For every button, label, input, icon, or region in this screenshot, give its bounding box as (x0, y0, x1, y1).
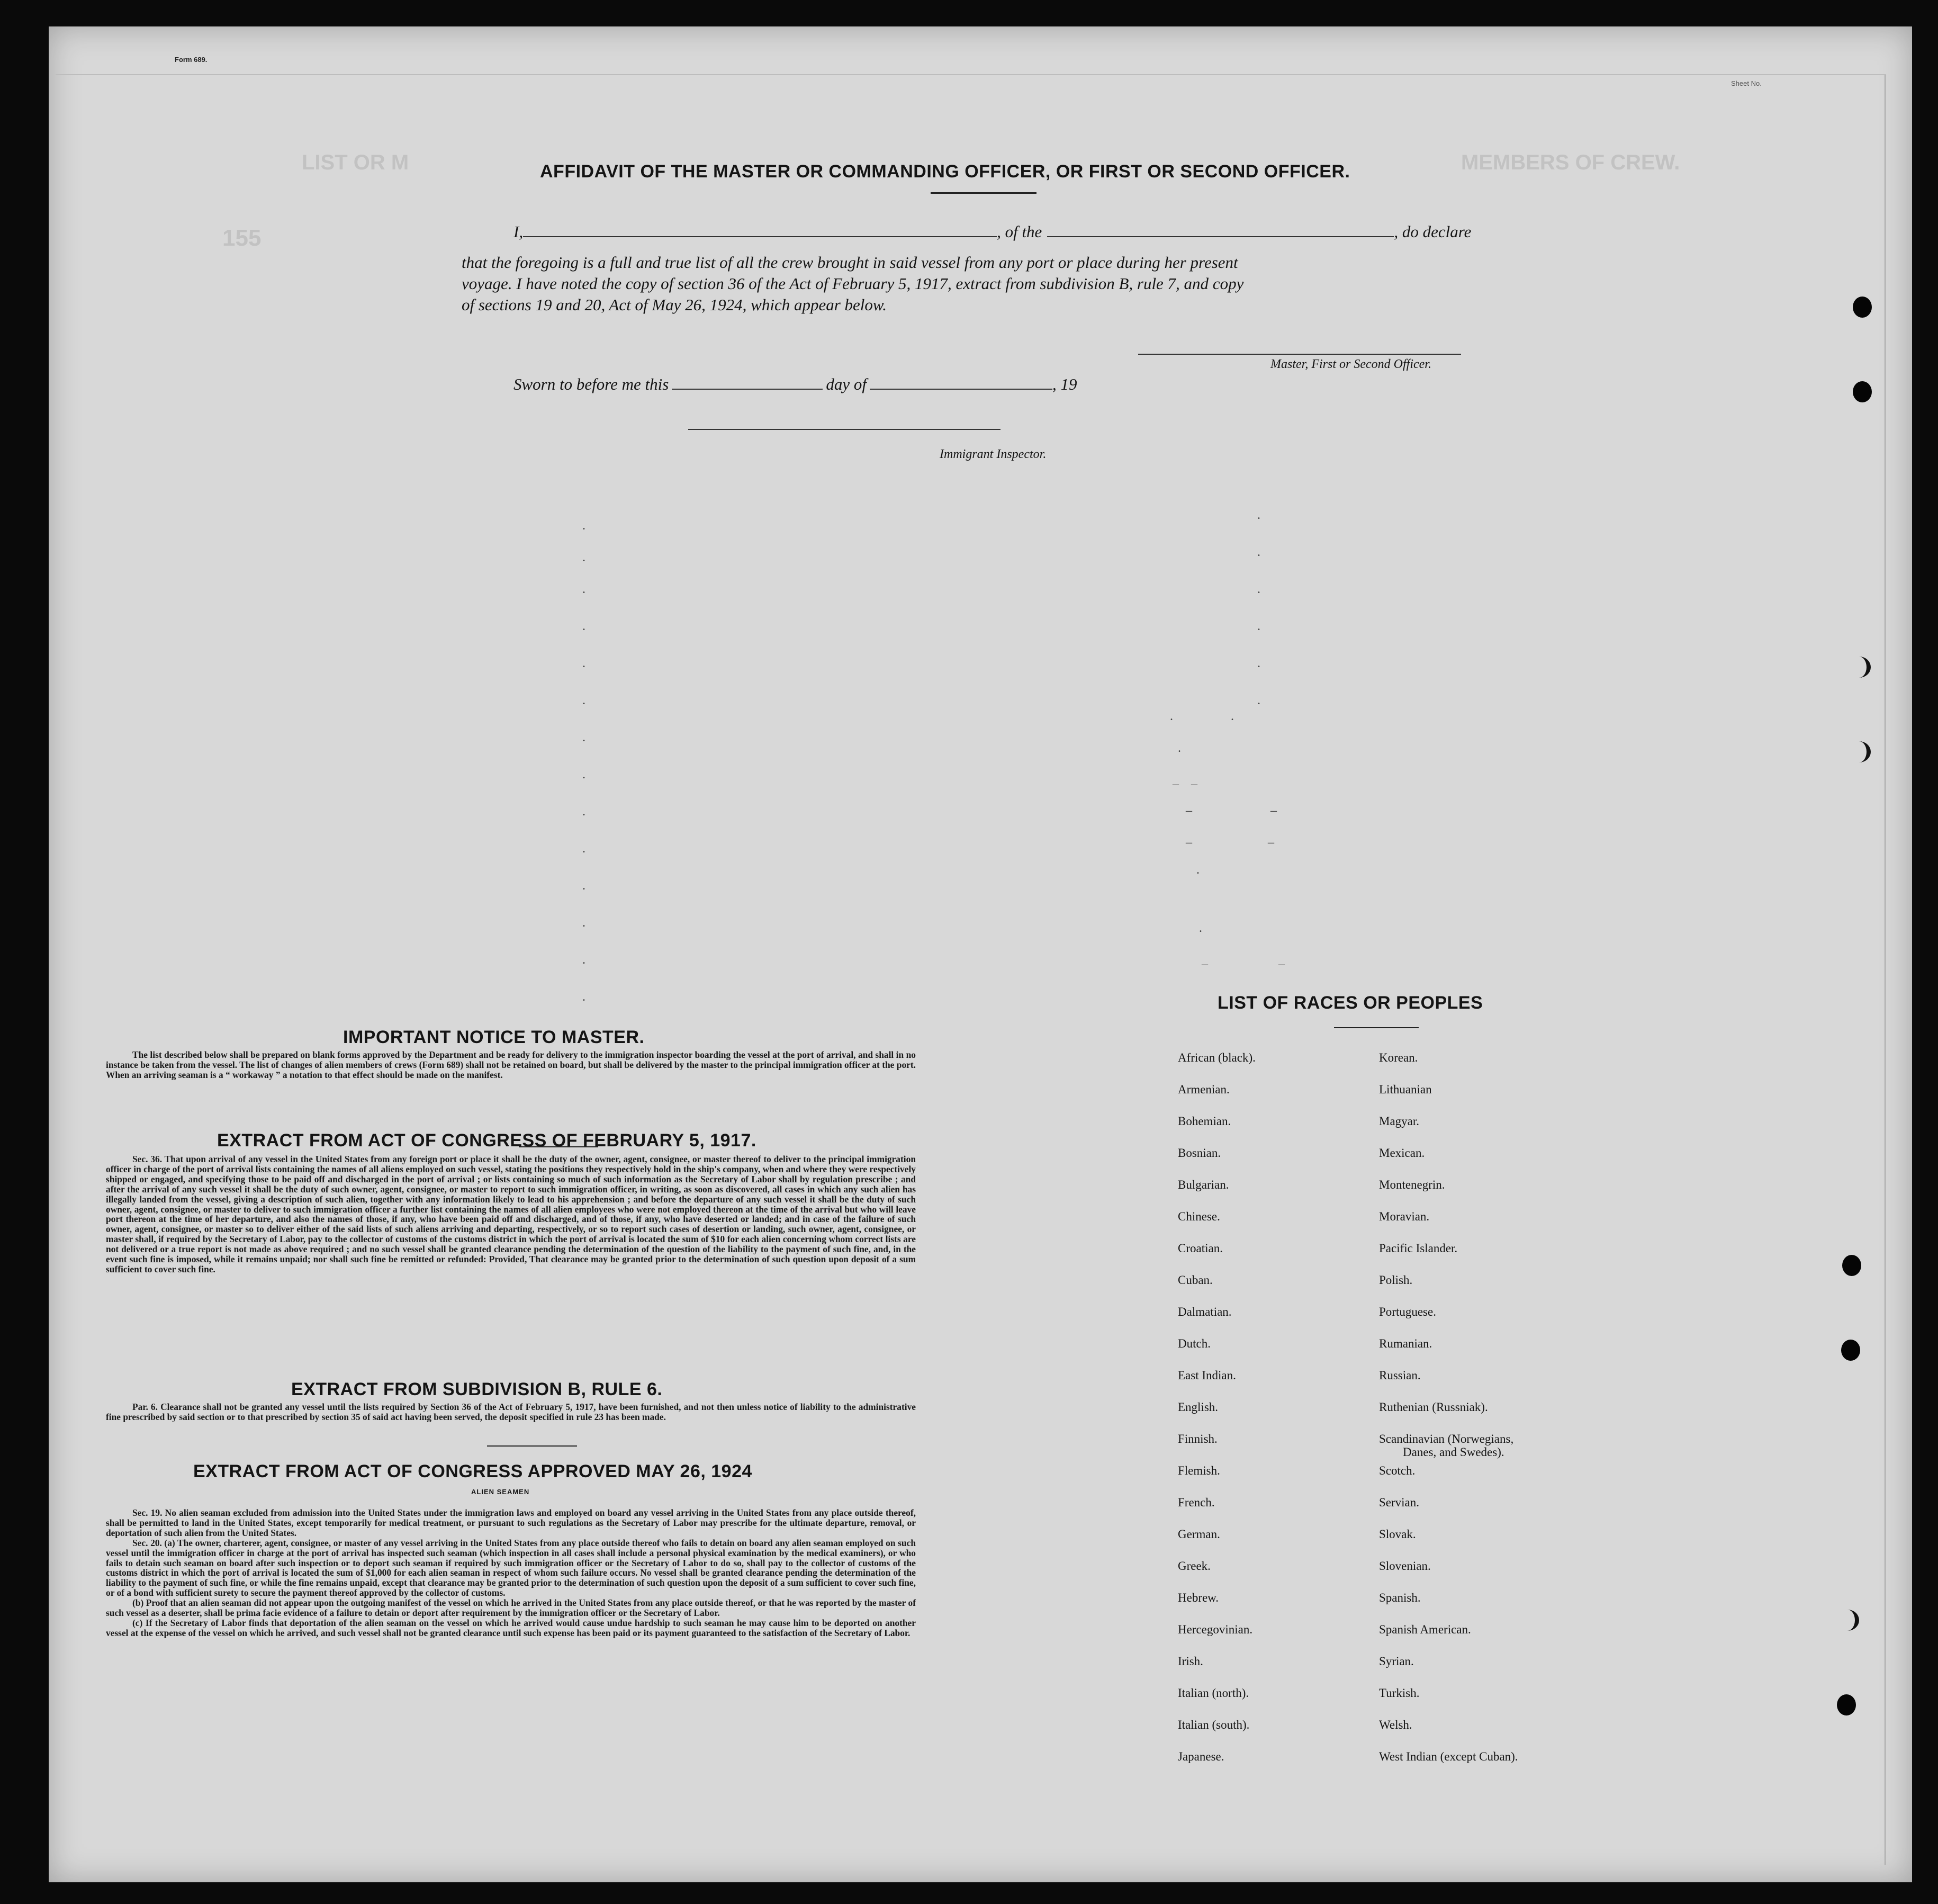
race-item: Montenegrin. (1379, 1178, 1445, 1191)
master-signature-line[interactable] (1138, 354, 1461, 355)
sec-20b-paragraph: (b) Proof that an alien seaman did not appear upon the outgoing manifest of the vessel on which he arrived in the United States from any place outside thereof, or that he was reported by the master of such vessel as a deserter, shall be prima facie evidence of a failure to detain or deport after requirement by the immigration officer or the Secretary of Labor. (106, 1597, 916, 1619)
sworn-month-blank[interactable] (870, 389, 1052, 390)
race-item: Dalmatian. (1178, 1305, 1232, 1318)
race-item: Russian. (1379, 1369, 1421, 1382)
title-rule (931, 192, 1036, 194)
bleed-through: 155 (222, 225, 262, 251)
sworn-text: Sworn to before me this (513, 375, 669, 393)
race-item: Portuguese. (1379, 1305, 1436, 1318)
race-item: African (black). (1178, 1051, 1256, 1064)
sheet-number-label: Sheet No. (1731, 79, 1762, 87)
inspector-signature-line[interactable] (688, 429, 1000, 430)
affidavit-title: AFFIDAVIT OF THE MASTER OR COMMANDING OFFICER, OR FIRST OR SECOND OFFICER. (540, 161, 1350, 182)
race-item: Bulgarian. (1178, 1178, 1229, 1191)
vessel-blank[interactable] (1047, 236, 1394, 237)
year-prefix: , 19 (1052, 375, 1077, 393)
affidavit-declare: , do declare (1394, 222, 1472, 241)
sworn-day-blank[interactable] (672, 389, 823, 390)
race-item: Lithuanian (1379, 1083, 1432, 1096)
race-item: Rumanian. (1379, 1337, 1432, 1350)
notice-paragraph: The list described below shall be prepared on blank forms approved by the Department and be ready for delivery to the immigration inspector boarding the vessel at the port of arrival, and shall in no instance be taken from the vessel. The list of changes of alien members of crews (Form 689) shall not be retained on board, but shall be delivered by the master to the principal immigration officer at the port. When an arriving seaman is a “ workaway ” a notation to that effect should be made on the manifest. (106, 1049, 916, 1080)
race-item: English. (1178, 1400, 1219, 1414)
sec-36-paragraph: Sec. 36. That upon arrival of any vessel in the United States from any foreign port or place it shall be the duty of the owner, agent, consignee, or master thereof to deliver to the principal immigration officer in charge of the port of arrival lists containing the names of all aliens employed on such vessel, stating the positions they respectively hold in the ship's company, when and where they were respectively shipped or engaged, and specifying those to be paid off and discharged in the port of arrival ; or lists containing so much of such information as the Secretary of Labor shall by regulation prescribe ; and after the arrival of any such vessel it shall be the duty of such owner, agent, consignee, or master to report to such immigration officer, in writing, as soon as discovered, all cases in which any such alien has illegally landed from the vessel, giving a description of such alien, together with any information likely to lead to his apprehension ; and before the departure of any such vessel it shall be the duty of such owner, agent, consignee, or master to deliver to such immigration officer a further list containing the names of all alien employees who were not employed thereon at the time of the arrival but who will leave port thereon at the time of her departure, and also the names of those, if any, who have been paid off and discharged, and of those, if any, who have deserted or landed; and in case of the failure of such owner, agent, consignee, or master so to deliver either of the said lists of such aliens arriving and departing, respectively, or so to report such cases of desertion or landing, such owner, agent, consignee, or master shall, if required by the Secretary of Labor, pay to the collector of customs of the customs district in which the port of arrival is located the sum of $10 for each alien concerning whom correct lists are not delivered or a true report is not made as above required ; and no such vessel shall be granted clearance pending the determination of the question of the liability to the payment of such fine, and, in the event such fine is imposed, while it remains unpaid; nor shall such fine be remitted or refunded: Provided, That clearance may be granted prior to the determination of such question upon deposit of a sum sufficient to cover such fine. (106, 1154, 916, 1274)
notice-text (106, 1050, 916, 1080)
title-rule (519, 1146, 598, 1147)
sworn-line (513, 375, 1077, 394)
race-item: Polish. (1379, 1273, 1413, 1287)
race-item: Syrian. (1379, 1655, 1414, 1668)
race-item: Scandinavian (Norwegians, (1379, 1432, 1514, 1445)
race-item: Italian (north). (1178, 1686, 1249, 1700)
affidavit-line-2: that the foregoing is a full and true list of all the crew brought in said vessel from any port or place during her present (462, 253, 1238, 272)
race-item: Dutch. (1178, 1337, 1211, 1350)
race-item: Danes, and Swedes). (1403, 1445, 1504, 1459)
affidavit-i: I, (513, 222, 524, 241)
race-item: French. (1178, 1496, 1215, 1509)
extract-rule6-title: EXTRACT FROM SUBDIVISION B, RULE 6. (291, 1379, 663, 1399)
bleed-through: MEMBERS OF CREW. (1461, 151, 1680, 174)
sec-20c-paragraph: (c) If the Secretary of Labor finds that deportation of the alien seaman on the vessel on which he arrived would cause undue hardship to such seaman he may cause him to be deported on another vessel at the expense of the vessel on which he arrived, and such vessel shall not be granted clearance until such expense has been paid or its payment guaranteed to the satisfaction of the Secretary of Labor. (106, 1617, 916, 1638)
race-item: Welsh. (1379, 1718, 1412, 1731)
affidavit-line-1 (513, 222, 1471, 241)
sec-19-paragraph: Sec. 19. No alien seaman excluded from admission into the United States under the immigration laws and employed on board any vessel arriving in the United States from any place outside thereof, shall be permitted to land in the United States, except temporarily for medical treatment, or pursuant to such regulations as the Secretary of Labor may prescribe for the ultimate departure, removal, or deportation of such alien from the United States. (106, 1507, 916, 1538)
race-item: Spanish American. (1379, 1623, 1471, 1636)
extract-rule6-text (106, 1402, 916, 1422)
bleed-through: LIST OR M (302, 151, 409, 174)
punch-hole (1837, 1694, 1856, 1716)
race-item: Moravian. (1379, 1210, 1430, 1223)
form-number: Form 689. (175, 56, 208, 64)
race-item: Greek. (1178, 1559, 1211, 1573)
inspector-label: Immigrant Inspector. (940, 447, 1047, 461)
title-rule (487, 1445, 577, 1447)
race-item: Italian (south). (1178, 1718, 1250, 1731)
name-blank[interactable] (523, 236, 997, 237)
punch-hole (1836, 1610, 1859, 1631)
sec-20a-paragraph: Sec. 20. (a) The owner, charterer, agent, consignee, or master of any vessel arriving in the United States from any place outside thereof who fails to detain on board any alien seaman employed on such vessel until the immigration officer in charge at the port of arrival has inspected such seaman (which inspection in all cases shall include a personal physical examination by the medical examiners), or who fails to detain such seaman on board after such inspection or to deport such seaman if required by such immigration officer or the Secretary of Labor to do so, shall pay to the collector of customs of the customs district in which the port of arrival is located the sum of $1,000 for each alien seaman in respect of whom such failure occurs. No vessel shall be granted clearance pending the determination of the liability to the payment of such fine, or while the fine remains unpaid, except that clearance may be granted prior to the determination of such question upon the deposit of a sum sufficient to cover such fine, or of a bond with sufficient surety to secure the payment thereof approved by the collector of customs. (106, 1537, 916, 1598)
race-item: Irish. (1178, 1655, 1203, 1668)
race-item: Ruthenian (Russniak). (1379, 1400, 1488, 1414)
affidavit-of-the: , of the (997, 222, 1042, 241)
punch-hole (1847, 741, 1871, 762)
race-item: Hercegovinian. (1178, 1623, 1253, 1636)
race-item: Armenian. (1178, 1083, 1230, 1096)
race-item: Finnish. (1178, 1432, 1218, 1445)
race-item: Slovak. (1379, 1528, 1416, 1541)
race-item: Flemish. (1178, 1464, 1220, 1477)
extract-1917-text (106, 1154, 916, 1274)
race-item: East Indian. (1178, 1369, 1236, 1382)
punch-hole (1842, 1255, 1861, 1276)
race-item: Korean. (1379, 1051, 1418, 1064)
affidavit-line-4: of sections 19 and 20, Act of May 26, 1924, which appear below. (462, 295, 887, 314)
alien-seamen-subhead: ALIEN SEAMEN (471, 1488, 530, 1496)
punch-hole (1841, 1340, 1860, 1361)
notice-title: IMPORTANT NOTICE TO MASTER. (343, 1027, 645, 1047)
race-item: Hebrew. (1178, 1591, 1219, 1604)
race-item: Mexican. (1379, 1146, 1425, 1160)
punch-hole (1847, 657, 1871, 678)
master-label: Master, First or Second Officer. (1270, 357, 1431, 371)
race-item: Chinese. (1178, 1210, 1220, 1223)
race-item: Cuban. (1178, 1273, 1213, 1287)
race-item: Magyar. (1379, 1115, 1420, 1128)
race-item: Slovenian. (1379, 1559, 1431, 1573)
race-item: Japanese. (1178, 1750, 1224, 1763)
race-item: Bosnian. (1178, 1146, 1221, 1160)
affidavit-line-3: voyage. I have noted the copy of section 36 of the Act of February 5, 1917, extract from subdivision B, rule 7, and copy (462, 274, 1244, 293)
race-item: Scotch. (1379, 1464, 1416, 1477)
extract-1917-title: EXTRACT FROM ACT OF CONGRESS OF FEBRUARY 5, 1917. (217, 1130, 756, 1151)
race-item: Bohemian. (1178, 1115, 1231, 1128)
title-rule (1334, 1027, 1419, 1028)
punch-hole (1853, 297, 1872, 318)
race-item: Turkish. (1379, 1686, 1420, 1700)
punch-hole (1853, 381, 1872, 402)
race-item: Servian. (1379, 1496, 1420, 1509)
race-item: Spanish. (1379, 1591, 1421, 1604)
day-of-text: day of (826, 375, 867, 393)
races-title: LIST OF RACES OR PEOPLES (1218, 993, 1483, 1013)
extract-1924-text (106, 1508, 916, 1638)
par-6-paragraph: Par. 6. Clearance shall not be granted any vessel until the lists required by Section 36 of the Act of February 5, 1917, have been furnished, and not then unless notice of liability to the administrative fine prescribed by said section or to that prescribed by section 35 of said act having been served, the deposit specified in rule 23 has been made. (106, 1402, 916, 1422)
race-item: West Indian (except Cuban). (1379, 1750, 1518, 1763)
race-item: Pacific Islander. (1379, 1242, 1458, 1255)
race-item: German. (1178, 1528, 1220, 1541)
extract-1924-title: EXTRACT FROM ACT OF CONGRESS APPROVED MAY 26, 1924 (193, 1461, 752, 1481)
race-item: Croatian. (1178, 1242, 1223, 1255)
